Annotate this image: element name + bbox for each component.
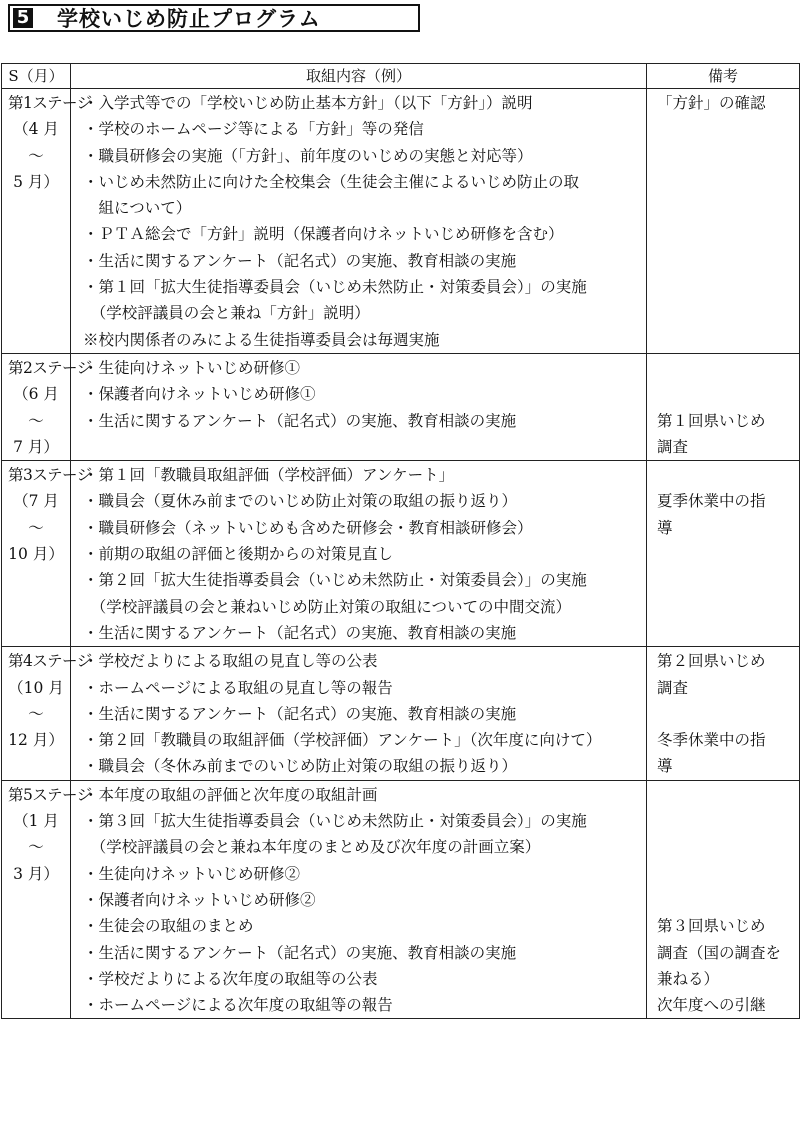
notes-cell: [647, 353, 800, 460]
table-body: [2, 89, 800, 1019]
table-row: [2, 780, 800, 1019]
stage-name: 第5ステージ: [8, 785, 92, 804]
note-line: 「方針」の確認: [657, 94, 766, 112]
content-item: ・職員会（冬休み前までのいじめ防止対策の取組の振り返り）: [83, 757, 518, 776]
content-cell: [71, 89, 647, 354]
content-item: （学校評議員の会と兼ね本年度のまとめ及び次年度の計画立案）: [83, 838, 541, 857]
note-line: 調査: [657, 437, 689, 456]
note-line: [657, 808, 799, 834]
stage-period-line: 5 月）: [13, 172, 59, 191]
header-stage: S（月）: [2, 64, 71, 89]
header-row: [2, 64, 800, 89]
note-line: [657, 861, 799, 887]
content-item: ・学校だよりによる取組の見直し等の公表: [83, 652, 378, 671]
content-item: ・ホームページによる取組の見直し等の報告: [83, 678, 393, 697]
stage-period-line: 12 月）: [8, 731, 64, 750]
table-row: [2, 89, 800, 354]
stage-period-line: （7 月: [13, 492, 59, 511]
content-item: ・保護者向けネットいじめ研修①: [83, 385, 316, 404]
content-item: ・入学式等での「学校いじめ防止基本方針」（以下「方針」）説明: [83, 94, 533, 112]
stage-cell: [2, 353, 92, 460]
stage-name: 第1ステージ: [8, 94, 92, 112]
content-item: （学校評議員の会と兼ね「方針」説明）: [83, 304, 370, 323]
content-item: ・いじめ未然防止に向けた全校集会（生徒会主催によるいじめ防止の取: [83, 172, 580, 191]
note-line: [657, 381, 799, 407]
note-line: 導: [657, 757, 673, 776]
table-row: [2, 647, 800, 780]
note-line: 次年度への引継: [657, 996, 766, 1015]
note-line: 第１回県いじめ: [657, 411, 766, 430]
content-cell: [71, 780, 647, 1019]
stage-period-line: ～: [28, 146, 44, 165]
stage-period-line: 7 月）: [13, 437, 59, 456]
content-item: ・生活に関するアンケート（記名式）の実施、教育相談の実施: [83, 411, 517, 430]
content-item: ・生活に関するアンケート（記名式）の実施、教育相談の実施: [83, 623, 517, 642]
content-item: ・第２回「拡大生徒指導委員会（いじめ未然防止・対策委員会）」の実施: [83, 571, 587, 590]
content-item: ・職員研修会の実施（「方針」、前年度のいじめの実態と対応等）: [83, 146, 533, 165]
stage-period-line: ～: [28, 704, 44, 723]
table-row: [2, 353, 800, 460]
header-content: 取組内容（例）: [71, 64, 647, 89]
content-item: ・第２回「教職員の取組評価（学校評価）アンケート」（次年度に向けて）: [83, 731, 602, 750]
content-item: ・職員研修会（ネットいじめも含めた研修会・教育相談研修会）: [83, 518, 533, 537]
content-item: ・第１回「教職員取組評価（学校評価）アンケート」: [83, 466, 455, 485]
content-item: ・職員会（夏休み前までのいじめ防止対策の取組の振り返り）: [83, 492, 518, 511]
stage-period-line: 10 月）: [8, 545, 64, 564]
note-line: [657, 462, 799, 488]
notes-cell: [647, 780, 800, 1019]
note-line: [657, 834, 799, 860]
content-item: ・ＰＴＡ総会で「方針」説明（保護者向けネットいじめ研修を含む）: [83, 225, 564, 244]
note-line: 導: [657, 518, 673, 537]
content-item: ・生徒会の取組のまとめ: [83, 917, 254, 936]
stage-cell: [2, 461, 92, 647]
stage-period-line: （4 月: [13, 120, 59, 139]
content-item: ・本年度の取組の評価と次年度の取組計画: [83, 785, 378, 804]
content-cell: [71, 353, 647, 460]
table-row: [2, 461, 800, 647]
header-notes: 備考: [647, 64, 800, 89]
note-line: 第２回県いじめ: [657, 652, 766, 671]
note-line: 調査（国の調査を: [657, 943, 782, 962]
stage-period-line: ～: [28, 518, 44, 537]
note-line: [657, 355, 799, 381]
content-item: （学校評議員の会と兼ねいじめ防止対策の取組についての中間交流）: [83, 597, 571, 616]
content-item: ※校内関係者のみによる生徒指導委員会は毎週実施: [83, 330, 440, 349]
content-item: ・前期の取組の評価と後期からの対策見直し: [83, 545, 394, 564]
note-line: [657, 701, 799, 727]
note-line: 調査: [657, 678, 689, 697]
stage-period-line: 3 月）: [13, 864, 59, 883]
section-title: [8, 4, 420, 32]
content-cell: [71, 461, 647, 647]
note-line: [657, 887, 799, 913]
stage-name: 第4ステージ: [8, 652, 92, 671]
stage-period-line: ～: [28, 411, 44, 430]
note-line: 第３回県いじめ: [657, 917, 766, 936]
content-item: ・学校のホームページ等による「方針」等の発信: [83, 120, 424, 139]
note-line: 冬季休業中の指: [657, 731, 766, 750]
content-item: ・生活に関するアンケート（記名式）の実施、教育相談の実施: [83, 251, 517, 270]
stage-cell: [2, 780, 92, 1019]
content-item: ・生徒向けネットいじめ研修②: [83, 864, 301, 883]
content-item: ・第１回「拡大生徒指導委員会（いじめ未然防止・対策委員会）」の実施: [83, 278, 587, 297]
content-item: ・生活に関するアンケート（記名式）の実施、教育相談の実施: [83, 943, 517, 962]
content-item: ・保護者向けネットいじめ研修②: [83, 890, 316, 909]
section-number: 5: [13, 8, 33, 28]
note-line: [657, 782, 799, 808]
notes-cell: [647, 647, 800, 780]
notes-cell: [647, 461, 800, 647]
stage-name: 第2ステージ: [8, 358, 92, 377]
content-item: 組について）: [83, 199, 192, 218]
section-title-text: 学校いじめ防止プログラム: [57, 7, 321, 31]
content-item: ・学校だよりによる次年度の取組等の公表: [83, 969, 378, 988]
stage-period-line: （6 月: [13, 385, 59, 404]
stage-period-line: ～: [28, 838, 44, 857]
note-line: 兼ねる）: [657, 969, 720, 988]
stage-period-line: （1 月: [13, 812, 59, 831]
content-item: ・生活に関するアンケート（記名式）の実施、教育相談の実施: [83, 704, 517, 723]
stage-name: 第3ステージ: [8, 466, 92, 485]
content-cell: [71, 647, 647, 780]
stage-period-line: （10 月: [8, 678, 64, 697]
program-table: [1, 63, 800, 1019]
content-item: ・生徒向けネットいじめ研修①: [83, 358, 301, 377]
stage-cell: [2, 647, 92, 780]
content-item: ・ホームページによる次年度の取組等の報告: [83, 996, 393, 1015]
note-line: 夏季休業中の指: [657, 492, 766, 511]
content-item: ・第３回「拡大生徒指導委員会（いじめ未然防止・対策委員会）」の実施: [83, 812, 587, 831]
stage-cell: [2, 89, 92, 354]
notes-cell: [647, 89, 800, 354]
